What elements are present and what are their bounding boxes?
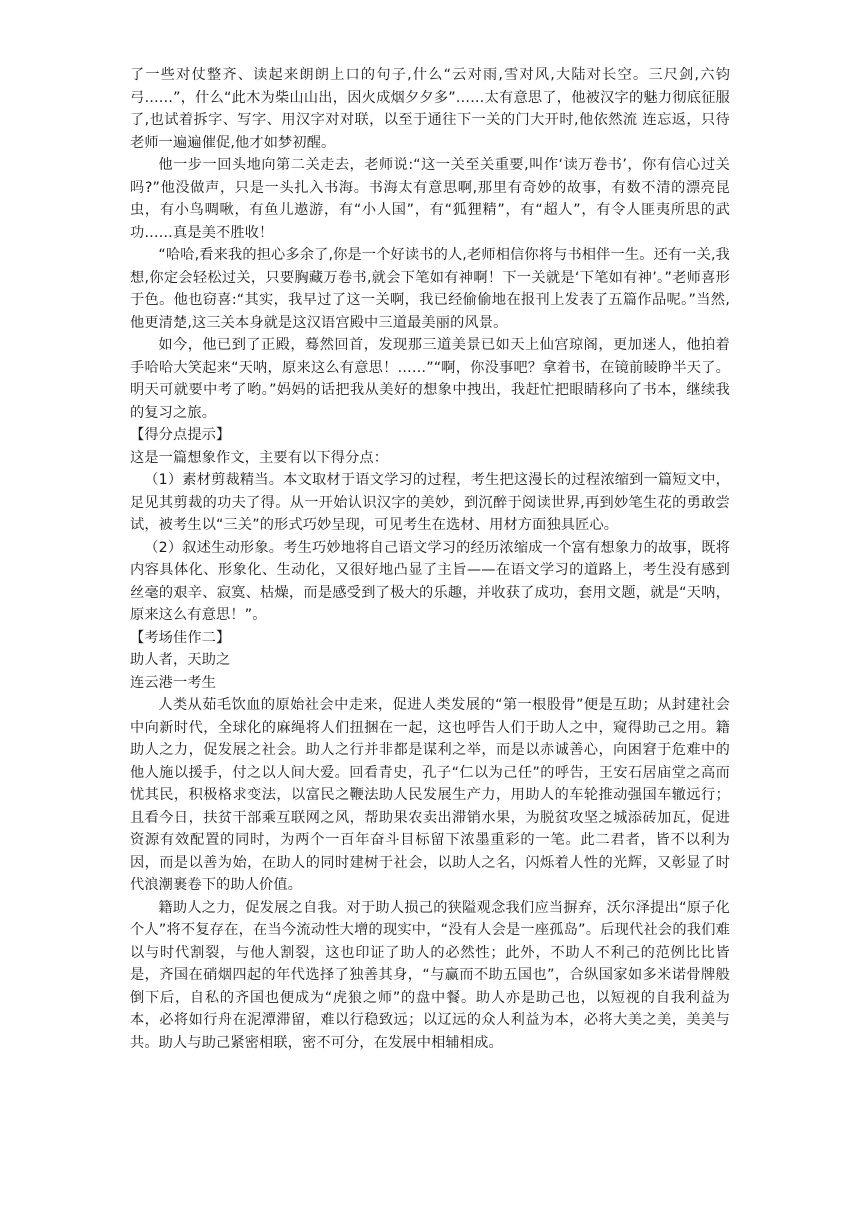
commentary-intro: 这是一篇想象作文，主要有以下得分点： <box>130 449 389 466</box>
document-body <box>130 64 730 1054</box>
essay-paragraph: 他一步一回头地向第二关走去，老师说:“这一关至关重要,叫作‘读万卷书’，你有信心过关吗?”他没做声，只是一头扎入书海。书海太有意思啊,那里有奇妙的故事，有数不清的漂亮昆虫，有小鸟啁啾，有鱼儿遨游，有“小人国”，有“狐狸精”，有“超人”，有令人匪夷所思的武功……真是美不胜收！ <box>130 157 730 241</box>
commentary-point: （1）素材剪裁精当。本文取材于语文学习的过程，考生把这漫长的过程浓缩到一篇短文中，足见其剪裁的功夫了得。从一开始认识汉字的美妙，到沉醉于阅读世界,再到妙笔生花的勇敢尝试，被考生以“三关”的形式巧妙呈现，可见考生在选材、用材方面独具匠心。 <box>130 472 730 533</box>
essay-paragraph: “哈哈,看来我的担心多余了,你是一个好读书的人,老师相信你将与书相伴一生。还有一关,我想,你定会轻松过关，只要胸藏万卷书,就会下笔如有神啊！下一关就是‘下笔如有神’。”老师喜形于色。他也窃喜:“其实，我早过了这一关啊，我已经偷偷地在报刊上发表了五篇作品呢。”当然,他更清楚,这三关本身就是这汉语宫殿中三道最美丽的风景。 <box>130 247 730 331</box>
commentary-point: （2）叙述生动形象。考生巧妙地将自己语文学习的经历浓缩成一个富有想象力的故事，既将内容具体化、形象化、生动化，又很好地凸显了主旨——在语文学习的道路上，考生没有感到丝毫的艰辛、寂寞、枯燥，而是感受到了极大的乐趣，并收获了成功，套用文题，就是“天呐，原来这么有意思！”。 <box>130 539 730 623</box>
essay-paragraph: 籍助人之力，促发展之自我。对于助人损己的狭隘观念我们应当摒弃，沃尔泽提出“原子化个人”将不复存在，在当今流动性大增的现实中，“没有人会是一座孤岛”。后现代社会的我们难以与时代割裂，与他人割裂，这也印证了助人的必然性；此外，不助人不利己的范例比比皆是，齐国在硝烟四起的年代选择了独善其身，“与赢而不助五国也”，合纵国家如多米诺骨牌般倒下后，自私的齐国也便成为“虎狼之师”的盘中餐。助人亦是助己也，以短视的自我利益为本，必将如行舟在泥潭滞留，难以行稳致远；以辽远的众人利益为本，必将大美之美，美美与共。助人与助己紧密相联，密不可分，在发展中相辅相成。 <box>130 899 730 1051</box>
section-heading-scoring-tips: 【得分点提示】 <box>130 427 231 443</box>
essay-author: 连云港一考生 <box>130 674 217 691</box>
essay-paragraph: 人类从茹毛饮血的原始社会中走来，促进人类发展的“第一根股骨”便是互助；从封建社会中向新时代，全球化的麻绳将人们扭捆在一起，这也呼告人们于助人之中，窥得助己之用。籍助人之力，促发展之社会。助人之行并非都是谋利之举，而是以赤诚善心，向困窘于危难中的他人施以援手，付之以人间大爱。回看青史，孔子“仁以为己任”的呼告，王安石居庙堂之高而忧其民，积极格求变法，以富民之鞭法助人民发展生产力，用助人的车轮推动强国车辙远行；且看今日，扶贫干部乘互联网之风，帮助果农卖出滞销水果，为脱贫攻坚之城添砖加瓦，促进资源有效配置的同时，为两个一百年奋斗目标留下浓墨重彩的一笔。此二君者，皆不以利为因，而是以善为始，在助人的同时建树于社会，以助人之名，闪烁着人性的光辉，又彰显了时代浪潮裹卷下的助人价值。 <box>130 697 730 893</box>
essay-title: 助人者，天助之 <box>130 652 231 668</box>
essay-paragraph: 了一些对仗整齐、读起来朗朗上口的句子,什么“云对雨,雪对风,大陆对长空。三尺剑,六钧弓……”，什么“此木为柴山山出，因火成烟夕夕多”……太有意思了，他被汉字的魅力彻底征服了,也试着拆字、写字、用汉字对对联，以至于通往下一关的门大开时,他依然流 连忘返，只待老师一遍遍催促,他才如梦初醒。 <box>130 67 730 151</box>
section-heading-model-essay: 【考场佳作二】 <box>130 629 231 646</box>
essay-paragraph: 如今，他已到了正殿，蓦然回首，发现那三道美景已如天上仙宫琼阁，更加迷人，他拍着手哈哈大笑起来“天呐，原来这么有意思！……”“啊，你没事吧？拿着书，在镜前睖睁半天了。明天可就要中考了哟。”妈妈的话把我从美好的想象中拽出，我赶忙把眼睛移向了书本，继续我的复习之旅。 <box>130 337 730 421</box>
